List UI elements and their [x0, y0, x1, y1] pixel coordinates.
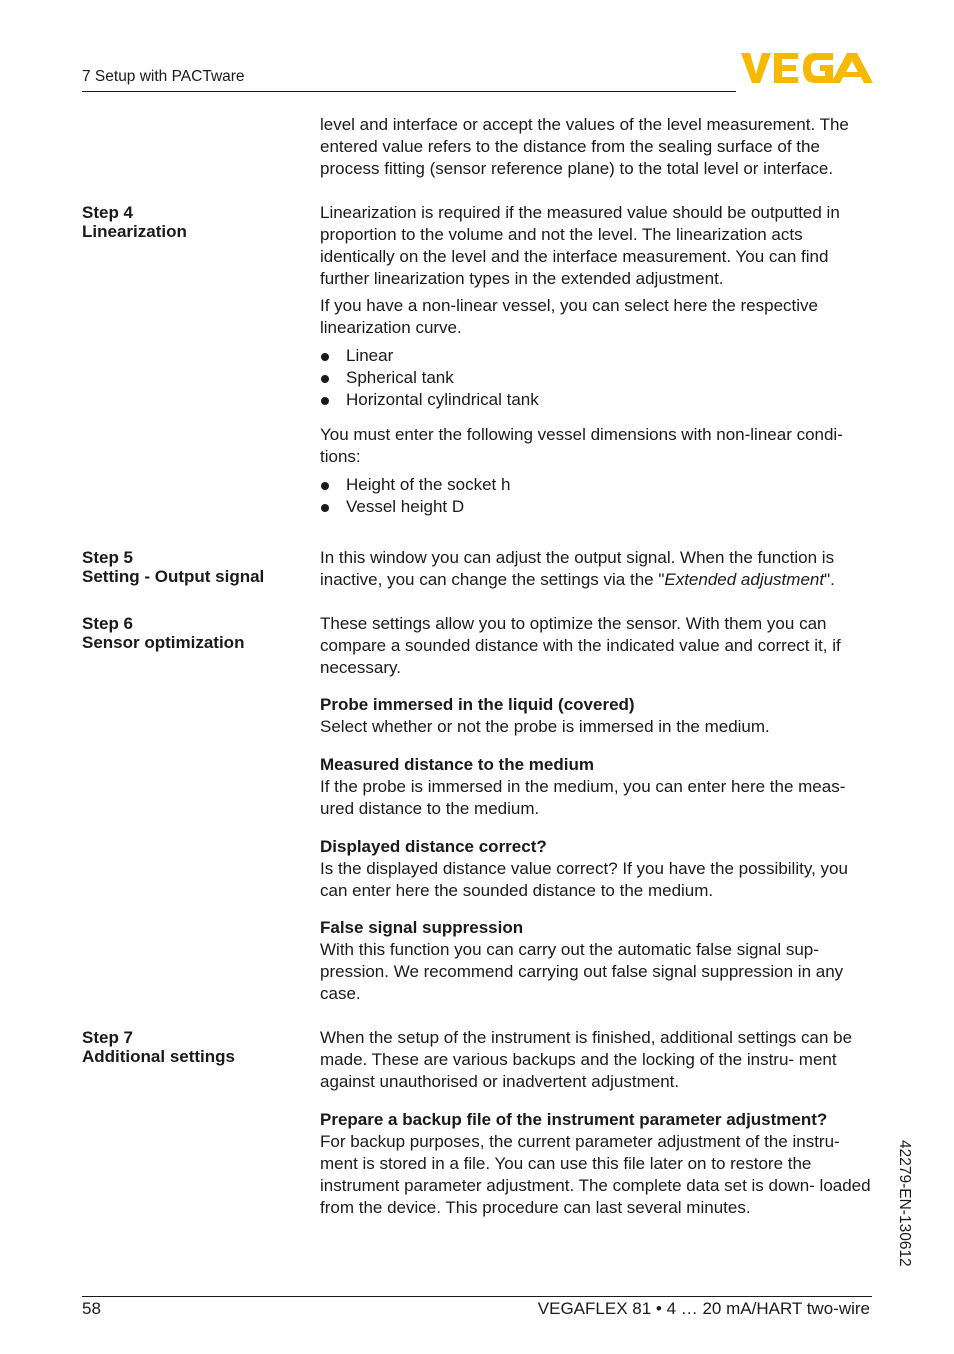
step5-heading — [82, 548, 264, 586]
vega-logo — [741, 52, 873, 84]
step4-label: Step 4 — [82, 203, 134, 222]
false-signal-heading: False signal suppression — [320, 918, 524, 937]
linearization-curve-list — [320, 345, 539, 411]
measured-distance-heading: Measured distance to the medium — [320, 755, 594, 774]
list-item: Vessel height D — [320, 496, 510, 518]
vessel-dimension-list — [320, 474, 510, 518]
list-item: Height of the socket h — [320, 474, 510, 496]
bullet-icon — [321, 375, 329, 383]
step6-paragraph: These settings allow you to optimize the sensor. With them you can compare a sounded distance with the indicated value and correct it, if necessary. — [320, 614, 841, 677]
bullet-icon — [321, 482, 329, 490]
bullet-icon — [321, 397, 329, 405]
step4-heading — [82, 203, 187, 241]
measured-distance-text: If the probe is immersed in the medium, you can enter here the meas- ured distance to the medium. — [320, 777, 846, 818]
list-item: Linear — [320, 345, 539, 367]
step6-heading — [82, 614, 244, 652]
step7-title: Additional settings — [82, 1047, 235, 1066]
document-number: 42279-EN-130612 — [896, 1140, 913, 1267]
list-item: Spherical tank — [320, 367, 539, 389]
measured-distance-block — [320, 754, 876, 820]
step7-paragraph: When the setup of the instrument is finished, additional settings can be made. These are various backups and the locking of the instru- ment against unauthorised or inadvertent adjustment. — [320, 1028, 853, 1091]
probe-immersed-block — [320, 694, 876, 738]
bullet-icon — [321, 504, 329, 512]
intro-paragraph: level and interface or accept the values of the level measurement. The entered value refers to the distance from the sealing surface of the process fitting (sensor reference plane) to the total level or interface. — [320, 115, 849, 178]
step5-title: Setting - Output signal — [82, 567, 265, 586]
step4-paragraph-3: You must enter the following vessel dimensions with non-linear condi- tions: — [320, 425, 843, 466]
step4-paragraph-1: Linearization is required if the measured value should be outputted in proportion to the volume and not the level. The linearization acts identically on the level and the interface measurement. You can find further linearization types in the extended adjustment. — [320, 203, 840, 288]
step5-label: Step 5 — [82, 548, 134, 567]
page-number: 58 — [82, 1299, 101, 1318]
step7-label: Step 7 — [82, 1028, 134, 1047]
probe-immersed-heading: Probe immersed in the liquid (covered) — [320, 695, 635, 714]
backup-block — [320, 1109, 876, 1219]
list-item: Horizontal cylindrical tank — [320, 389, 539, 411]
displayed-distance-heading: Displayed distance correct? — [320, 837, 547, 856]
backup-text: For backup purposes, the current parameter adjustment of the instru- ment is stored in a file. You can use this file later on to restore the instrument parameter adjustment. The complete data set is down- loaded from the device. This procedure can last several minutes. — [320, 1132, 871, 1217]
bullet-icon — [321, 353, 329, 361]
step6-label: Step 6 — [82, 614, 134, 633]
displayed-distance-text: Is the displayed distance value correct? If you have the possibility, you can enter here the sounded distance to the medium. — [320, 859, 848, 900]
step4-paragraph-2: If you have a non-linear vessel, you can select here the respective linearization curve. — [320, 296, 819, 337]
section-header: 7 Setup with PACTware — [82, 68, 245, 85]
backup-heading: Prepare a backup file of the instrument parameter adjustment? — [320, 1110, 828, 1129]
product-name: VEGAFLEX 81 • 4 … 20 mA/HART two-wire — [537, 1299, 870, 1318]
step5-paragraph: In this window you can adjust the output signal. When the function is inactive, you can change the settings via the "Extended adjustment". — [320, 548, 835, 589]
header-rule — [82, 91, 736, 92]
false-signal-text: With this function you can carry out the automatic false signal sup- pression. We recommend carrying out false signal suppression in any case. — [320, 940, 844, 1003]
step6-title: Sensor optimization — [82, 633, 245, 652]
extended-adjustment-term: Extended adjustment — [664, 570, 825, 589]
step4-title: Linearization — [82, 222, 187, 241]
step7-heading — [82, 1028, 235, 1066]
false-signal-block — [320, 917, 876, 1005]
footer-rule — [82, 1296, 872, 1297]
displayed-distance-block — [320, 836, 876, 902]
probe-immersed-text: Select whether or not the probe is immersed in the medium. — [320, 717, 770, 736]
